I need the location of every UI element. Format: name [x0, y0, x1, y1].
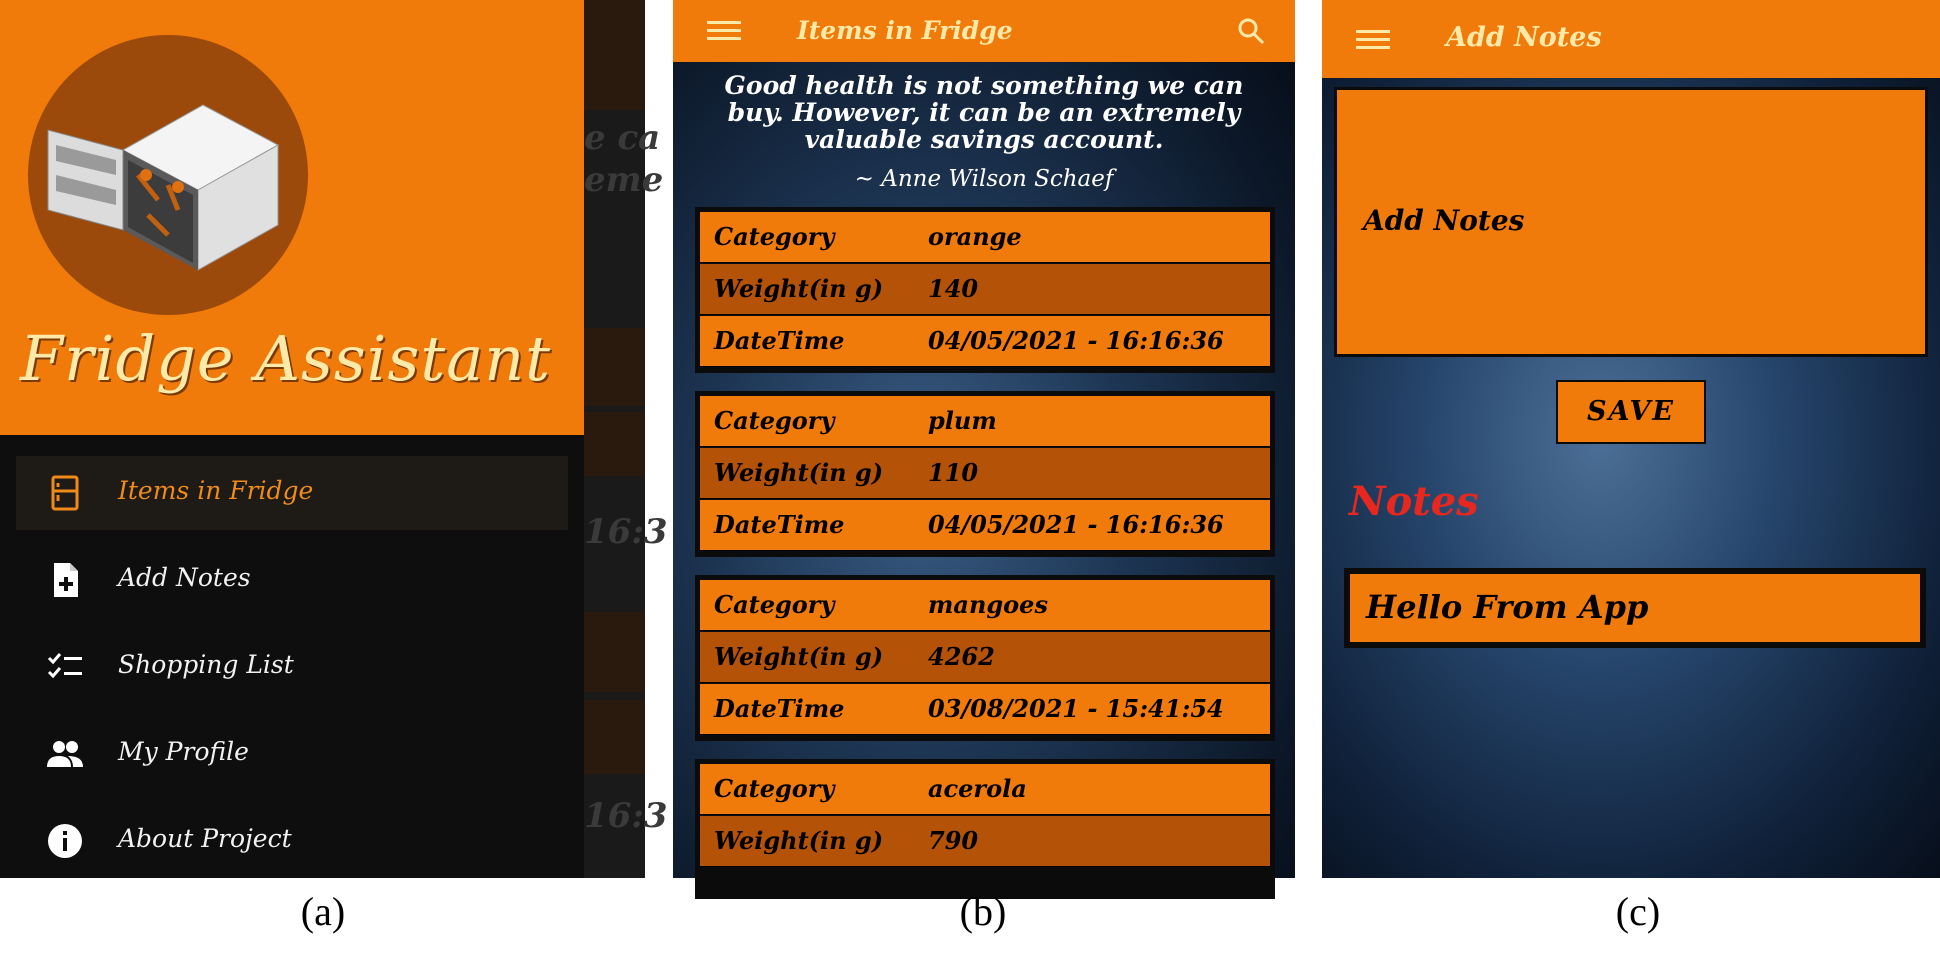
item-card[interactable]	[695, 391, 1275, 557]
item-card[interactable]	[695, 575, 1275, 741]
drawer-item-add-notes[interactable]	[16, 543, 568, 617]
note-add-icon	[46, 561, 84, 599]
drawer-item-items-in-fridge[interactable]	[16, 456, 568, 530]
field-value: orange	[928, 222, 1022, 251]
background-text: eme	[584, 160, 664, 200]
card-row-weight	[700, 448, 1270, 499]
screen-title: Add Notes	[1446, 22, 1602, 53]
caption-a: (a)	[300, 889, 346, 934]
card-row-datetime	[700, 684, 1270, 735]
field-label: Category	[714, 774, 835, 803]
field-value: 4262	[928, 642, 995, 671]
field-value: mangoes	[928, 590, 1048, 619]
note-text: Hello From App	[1366, 588, 1649, 626]
notes-input[interactable]	[1334, 87, 1928, 357]
navigation-drawer	[0, 0, 584, 878]
card-row-category	[700, 580, 1270, 631]
field-value: 03/08/2021 - 15:41:54	[928, 694, 1224, 723]
background-text: e ca	[584, 118, 661, 158]
quote-author: ~ Anne Wilson Schaef	[854, 166, 1114, 192]
card-row-datetime	[700, 500, 1270, 551]
search-icon[interactable]	[1236, 16, 1266, 46]
background-text: 16:3	[584, 512, 668, 552]
caption-c: (c)	[1615, 889, 1661, 934]
drawer-item-label: Shopping List	[118, 650, 294, 679]
checklist-icon	[46, 648, 84, 686]
field-label: Category	[714, 590, 835, 619]
field-label: DateTime	[714, 694, 845, 723]
item-card[interactable]	[695, 207, 1275, 373]
drawer-item-shopping-list[interactable]	[16, 630, 568, 704]
drawer-item-label: Items in Fridge	[118, 476, 314, 505]
card-row-category	[700, 764, 1270, 815]
field-value: acerola	[928, 774, 1027, 803]
drawer-item-my-profile[interactable]	[16, 717, 568, 791]
hamburger-icon[interactable]	[707, 21, 741, 41]
field-label: Weight(in g)	[714, 274, 884, 303]
field-label: Category	[714, 222, 835, 251]
info-icon	[46, 822, 84, 860]
field-value: 140	[928, 274, 979, 303]
save-button[interactable]: SAVE	[1556, 380, 1706, 444]
field-value: 110	[928, 458, 979, 487]
panel-navigation-drawer	[0, 0, 668, 878]
panel-add-notes	[1322, 0, 1940, 878]
hamburger-icon[interactable]	[1356, 30, 1390, 50]
drawer-header	[0, 0, 584, 435]
field-label: DateTime	[714, 326, 845, 355]
panel-items-in-fridge	[673, 0, 1295, 878]
background-text: 16:3	[584, 796, 668, 836]
card-row-datetime	[700, 316, 1270, 367]
people-icon	[46, 735, 84, 773]
fridge-icon	[28, 35, 308, 315]
app-bar	[673, 0, 1295, 62]
field-label: DateTime	[714, 510, 845, 539]
fridge-logo	[28, 35, 308, 315]
field-label: Weight(in g)	[714, 642, 884, 671]
drawer-item-label: About Project	[118, 824, 292, 853]
card-row-weight	[700, 264, 1270, 315]
notes-placeholder: Add Notes	[1363, 204, 1525, 237]
screen-title: Items in Fridge	[797, 16, 1013, 45]
note-item[interactable]	[1344, 568, 1926, 648]
field-label: Weight(in g)	[714, 826, 884, 855]
card-row-category	[700, 396, 1270, 447]
card-row-category	[700, 212, 1270, 263]
quote-text: Good health is not something we can buy. However, it can be an extremely valuable savings account.	[724, 71, 1244, 154]
app-bar	[1322, 0, 1940, 78]
drawer-item-label: Add Notes	[118, 563, 251, 592]
app-title: Fridge Assistant	[20, 322, 552, 395]
field-value: plum	[928, 406, 997, 435]
card-row-weight	[700, 632, 1270, 683]
drawer-item-about-project[interactable]	[16, 804, 568, 878]
field-value: 04/05/2021 - 16:16:36	[928, 510, 1224, 539]
notes-heading: Notes	[1349, 478, 1479, 525]
drawer-item-label: My Profile	[118, 737, 249, 766]
background-content	[584, 0, 668, 878]
fridge-icon	[46, 474, 84, 512]
card-row-weight	[700, 816, 1270, 867]
item-card[interactable]	[695, 759, 1275, 899]
caption-b: (b)	[959, 889, 1007, 934]
field-label: Category	[714, 406, 835, 435]
field-value: 04/05/2021 - 16:16:36	[928, 326, 1224, 355]
field-label: Weight(in g)	[714, 458, 884, 487]
field-value: 790	[928, 826, 979, 855]
